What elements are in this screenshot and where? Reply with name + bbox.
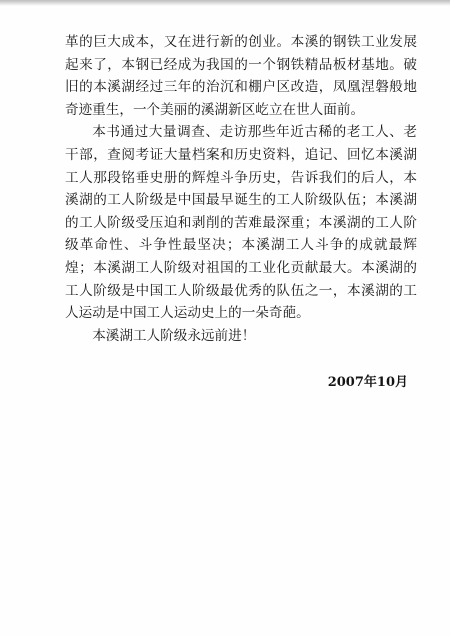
date-line: 2007年10月 [327, 375, 408, 390]
paragraph-3: 本溪湖工人阶级永远前进！ [92, 327, 256, 344]
page-top-edge [0, 0, 450, 6]
paragraph-1: 革的巨大成本，又在进行新的创业。本溪的钢铁工业发展起来了，本钢已经成为我国的一个钢铁精品板材基地。破旧的本溪湖经过三年的治沉和棚户区改造，凤凰涅磐般地奇迹重生，一个美丽的溪湖新区屹立在世人面前。 [65, 34, 417, 118]
paragraph-2: 本书通过大量调查、走访那些年近古稀的老工人、老干部，查阅考证大量档案和历史资料，追记、回忆本溪湖工人那段铭垂史册的辉煌斗争历史，告诉我们的后人，本溪湖的工人阶级是中国最早诞生的工人阶级队伍；本溪湖的工人阶级受压迫和剥削的苦难最深重；本溪湖的工人阶级革命性、斗争性最坚决；本溪湖工人斗争的成就最辉煌；本溪湖工人阶级对祖国的工业化贡献最大。本溪湖的工人阶级是中国工人阶级最优秀的队伍之一，本溪湖的工人运动是中国工人运动史上的一朵奇葩。 [65, 124, 417, 322]
body-text [65, 31, 417, 347]
